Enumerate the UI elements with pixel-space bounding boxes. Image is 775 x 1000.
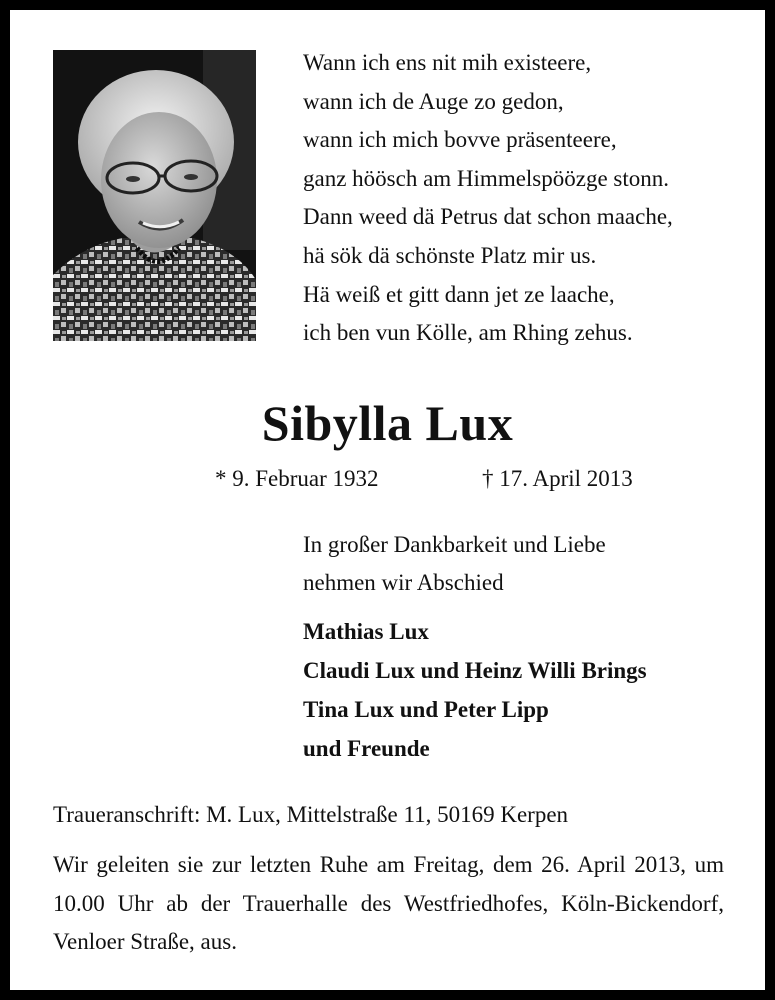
birth-date: * 9. Februar 1932	[215, 466, 379, 491]
farewell-line: In großer Dankbarkeit und Liebe	[303, 532, 606, 557]
poem-line: wann ich de Auge zo gedon,	[303, 88, 564, 114]
portrait-photo	[53, 50, 256, 341]
poem-line: Dann weed dä Petrus dat schon maache,	[303, 204, 673, 230]
obituary-notice	[10, 10, 765, 990]
mourner: und Freunde	[303, 736, 430, 761]
poem-line: ich ben vun Kölle, am Rhing zehus.	[303, 320, 633, 346]
poem-line: hä sök dä schönste Platz mir us.	[303, 242, 597, 268]
funeral-service-info: Wir geleiten sie zur letzten Ruhe am Freitag, dem 26. April 2013, um 10.00 Uhr ab der Trauerhalle des Westfriedhofes, Köln-Bickendorf, Venloer Straße, aus.	[53, 852, 724, 954]
poem	[303, 44, 673, 353]
mourner: Claudi Lux und Heinz Willi Brings	[303, 658, 647, 683]
farewell-line: nehmen wir Abschied	[303, 570, 504, 595]
poem-line: wann ich mich bovve präsenteere,	[303, 127, 617, 153]
portrait-illustration	[53, 50, 256, 341]
poem-line: Wann ich ens nit mih existeere,	[303, 50, 592, 75]
farewell-text	[303, 526, 606, 602]
death-date: † 17. April 2013	[482, 466, 633, 491]
poem-line: ganz höösch am Himmelspöözge stonn.	[303, 165, 670, 191]
deceased-name: Sibylla Lux	[261, 395, 514, 451]
poem-line: Hä weiß et gitt dann jet ze laache,	[303, 281, 615, 307]
mourning-address: Traueranschrift: M. Lux, Mittelstraße 11, 50169 Kerpen	[53, 802, 569, 827]
mourner: Mathias Lux	[303, 619, 429, 644]
mourners-list	[303, 612, 647, 768]
mourner: Tina Lux und Peter Lipp	[303, 697, 549, 722]
